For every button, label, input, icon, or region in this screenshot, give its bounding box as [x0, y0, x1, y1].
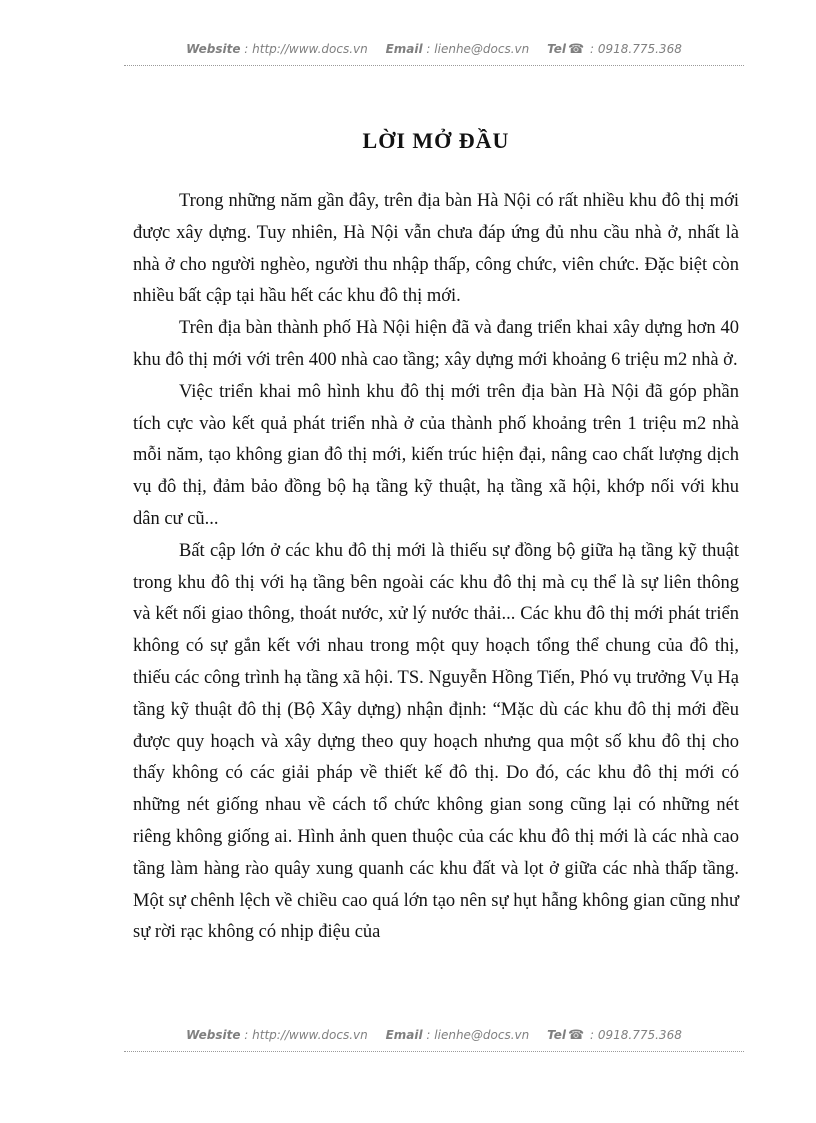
- header-tel-label: Tel: [547, 42, 566, 56]
- paragraph: Bất cập lớn ở các khu đô thị mới là thiếu sự đồng bộ giữa hạ tầng kỹ thuật trong khu đô thị với hạ tầng bên ngoài các khu đô thị mà cụ thể là sự liên thông và kết nối giao thông, thoát nước, xử lý nước thải... Các khu đô thị mới phát triển không có sự gắn kết với nhau trong một quy hoạch tổng thể chung của đô thị, thiếu các công trình hạ tầng xã hội. TS. Nguyễn Hồng Tiến, Phó vụ trưởng Vụ Hạ tầng kỹ thuật đô thị (Bộ Xây dựng) nhận định: “Mặc dù các khu đô thị mới đều được quy hoạch và xây dựng theo quy hoạch nhưng qua một số khu đô thị cho thấy không có các giải pháp về thiết kế đô thị. Do đó, các khu đô thị mới có những nét giống nhau về cách tổ chức không gian song cũng lại có những nét riêng không giống ai. Hình ảnh quen thuộc của các khu đô thị mới là các nhà cao tầng làm hàng rào quây xung quanh các khu đất và lọt ở giữa các nhà thấp tầng. Một sự chênh lệch về chiều cao quá lớn tạo nên sự hụt hẫng không gian cũng như sự rời rạc không có nhịp điệu của: [133, 540, 739, 943]
- header-website-label: Website: [186, 42, 241, 56]
- paragraph: Trong những năm gần đây, trên địa bàn Hà Nội có rất nhiều khu đô thị mới được xây dựng. Tuy nhiên, Hà Nội vẫn chưa đáp ứng đủ nhu cầu nhà ở, nhất là nhà ở cho người nghèo, người thu nhập thấp, công chức, viên chức. Đặc biệt còn nhiều bất cập tại hầu hết các khu đô thị mới.: [133, 191, 739, 307]
- paragraph: Trên địa bàn thành phố Hà Nội hiện đã và đang triển khai xây dựng hơn 40 khu đô thị mới với trên 400 nhà cao tầng; xây dựng mới khoảng 6 triệu m2 nhà ở.: [133, 318, 739, 370]
- footer-email-label: Email: [385, 1028, 423, 1042]
- header-website-value: : http://www.docs.vn: [240, 42, 368, 56]
- paragraph: Việc triển khai mô hình khu đô thị mới trên địa bàn Hà Nội đã góp phần tích cực vào kết quả phát triển nhà ở của thành phố khoảng trên 1 triệu m2 nhà mỗi năm, tạo không gian đô thị mới, kiến trúc hiện đại, nâng cao chất lượng dịch vụ đô thị, đảm bảo đồng bộ hạ tầng kỹ thuật, hạ tầng xã hội, khớp nối với khu dân cư cũ...: [133, 381, 739, 529]
- header-email-value: : lienhe@docs.vn: [422, 42, 530, 56]
- header-tel-value: : 0918.775.368: [586, 42, 682, 56]
- footer-email-value: : lienhe@docs.vn: [422, 1028, 530, 1042]
- page-footer: [124, 1028, 744, 1052]
- footer-website-label: Website: [186, 1028, 241, 1042]
- footer-tel-label: Tel: [547, 1028, 566, 1042]
- document-body: [133, 186, 739, 949]
- page-title: LỜI MỞ ĐẦU: [362, 128, 510, 153]
- footer-phone-icon: ☎: [567, 1028, 585, 1043]
- footer-website-value: : http://www.docs.vn: [240, 1028, 368, 1042]
- footer-tel-value: : 0918.775.368: [586, 1028, 682, 1042]
- phone-icon: ☎: [567, 42, 585, 57]
- page-header: [124, 42, 744, 66]
- header-email-label: Email: [385, 42, 423, 56]
